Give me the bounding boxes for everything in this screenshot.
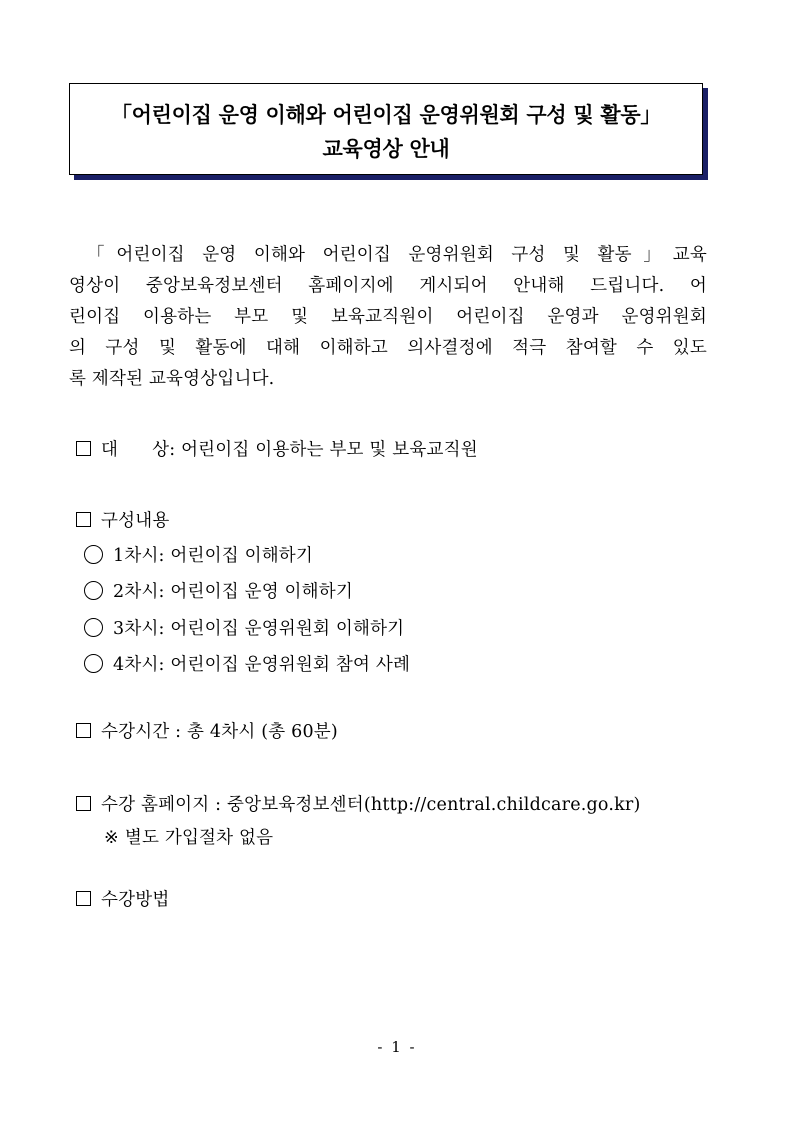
intro-line: 의 구성 및 활동에 대해 이해하고 의사결정에 적극 참여할 수 있도 (69, 338, 707, 358)
circle-bullet-icon (84, 654, 103, 673)
checkbox-square-icon (76, 441, 91, 456)
homepage-note-text: 별도 가입절차 없음 (124, 828, 274, 848)
contents-heading: 구성내용 (101, 511, 170, 531)
list-item (84, 542, 313, 567)
circle-bullet-icon (84, 581, 103, 600)
checkbox-square-icon (76, 891, 91, 906)
intro-line: 린이집 이용하는 부모 및 보육교직원이 어린이집 운영과 운영위원회 (69, 307, 707, 327)
method-heading: 수강방법 (101, 890, 170, 910)
reference-mark-icon: ※ (104, 828, 119, 848)
title-line-1: 「어린이집 운영 이해와 어린이집 운영위원회 구성 및 활동」 (110, 103, 662, 127)
list-item-text: 3차시: 어린이집 운영위원회 이해하기 (113, 619, 405, 639)
target-row (76, 436, 478, 461)
method-row (76, 886, 169, 911)
target-value: 어린이집 이용하는 부모 및 보육교직원 (181, 440, 478, 460)
intro-line: 록 제작된 교육영상입니다. (69, 369, 275, 389)
homepage-note (104, 824, 273, 849)
checkbox-square-icon (76, 723, 91, 738)
duration-row (76, 718, 338, 743)
contents-heading-row (76, 507, 169, 532)
list-item-text: 2차시: 어린이집 운영 이해하기 (113, 582, 353, 602)
list-item-text: 1차시: 어린이집 이해하기 (113, 546, 314, 566)
title-box (69, 83, 703, 175)
list-item (84, 578, 353, 603)
checkbox-square-icon (76, 512, 91, 527)
target-label-a: 대 (101, 440, 119, 460)
list-item-text: 4차시: 어린이집 운영위원회 참여 사례 (113, 655, 411, 675)
duration-text: 수강시간 : 총 4차시 (총 60분) (101, 722, 338, 742)
intro-paragraph (69, 240, 707, 395)
title-line-2: 교육영상 안내 (322, 137, 450, 161)
page-number: - 1 - (377, 1038, 417, 1056)
circle-bullet-icon (84, 618, 103, 637)
circle-bullet-icon (84, 545, 103, 564)
intro-line: 「어린이집 운영 이해와 어린이집 운영위원회 구성 및 활동」교육 (87, 245, 707, 265)
homepage-text: 수강 홈페이지 : 중앙보육정보센터(http://central.childcare.go.kr) (101, 795, 641, 815)
list-item (84, 651, 410, 676)
target-label-b: 상: (152, 440, 176, 460)
intro-line: 영상이 중앙보육정보센터 홈페이지에 게시되어 안내해 드립니다. 어 (69, 276, 707, 296)
homepage-row (76, 791, 641, 816)
list-item (84, 615, 404, 640)
checkbox-square-icon (76, 796, 91, 811)
